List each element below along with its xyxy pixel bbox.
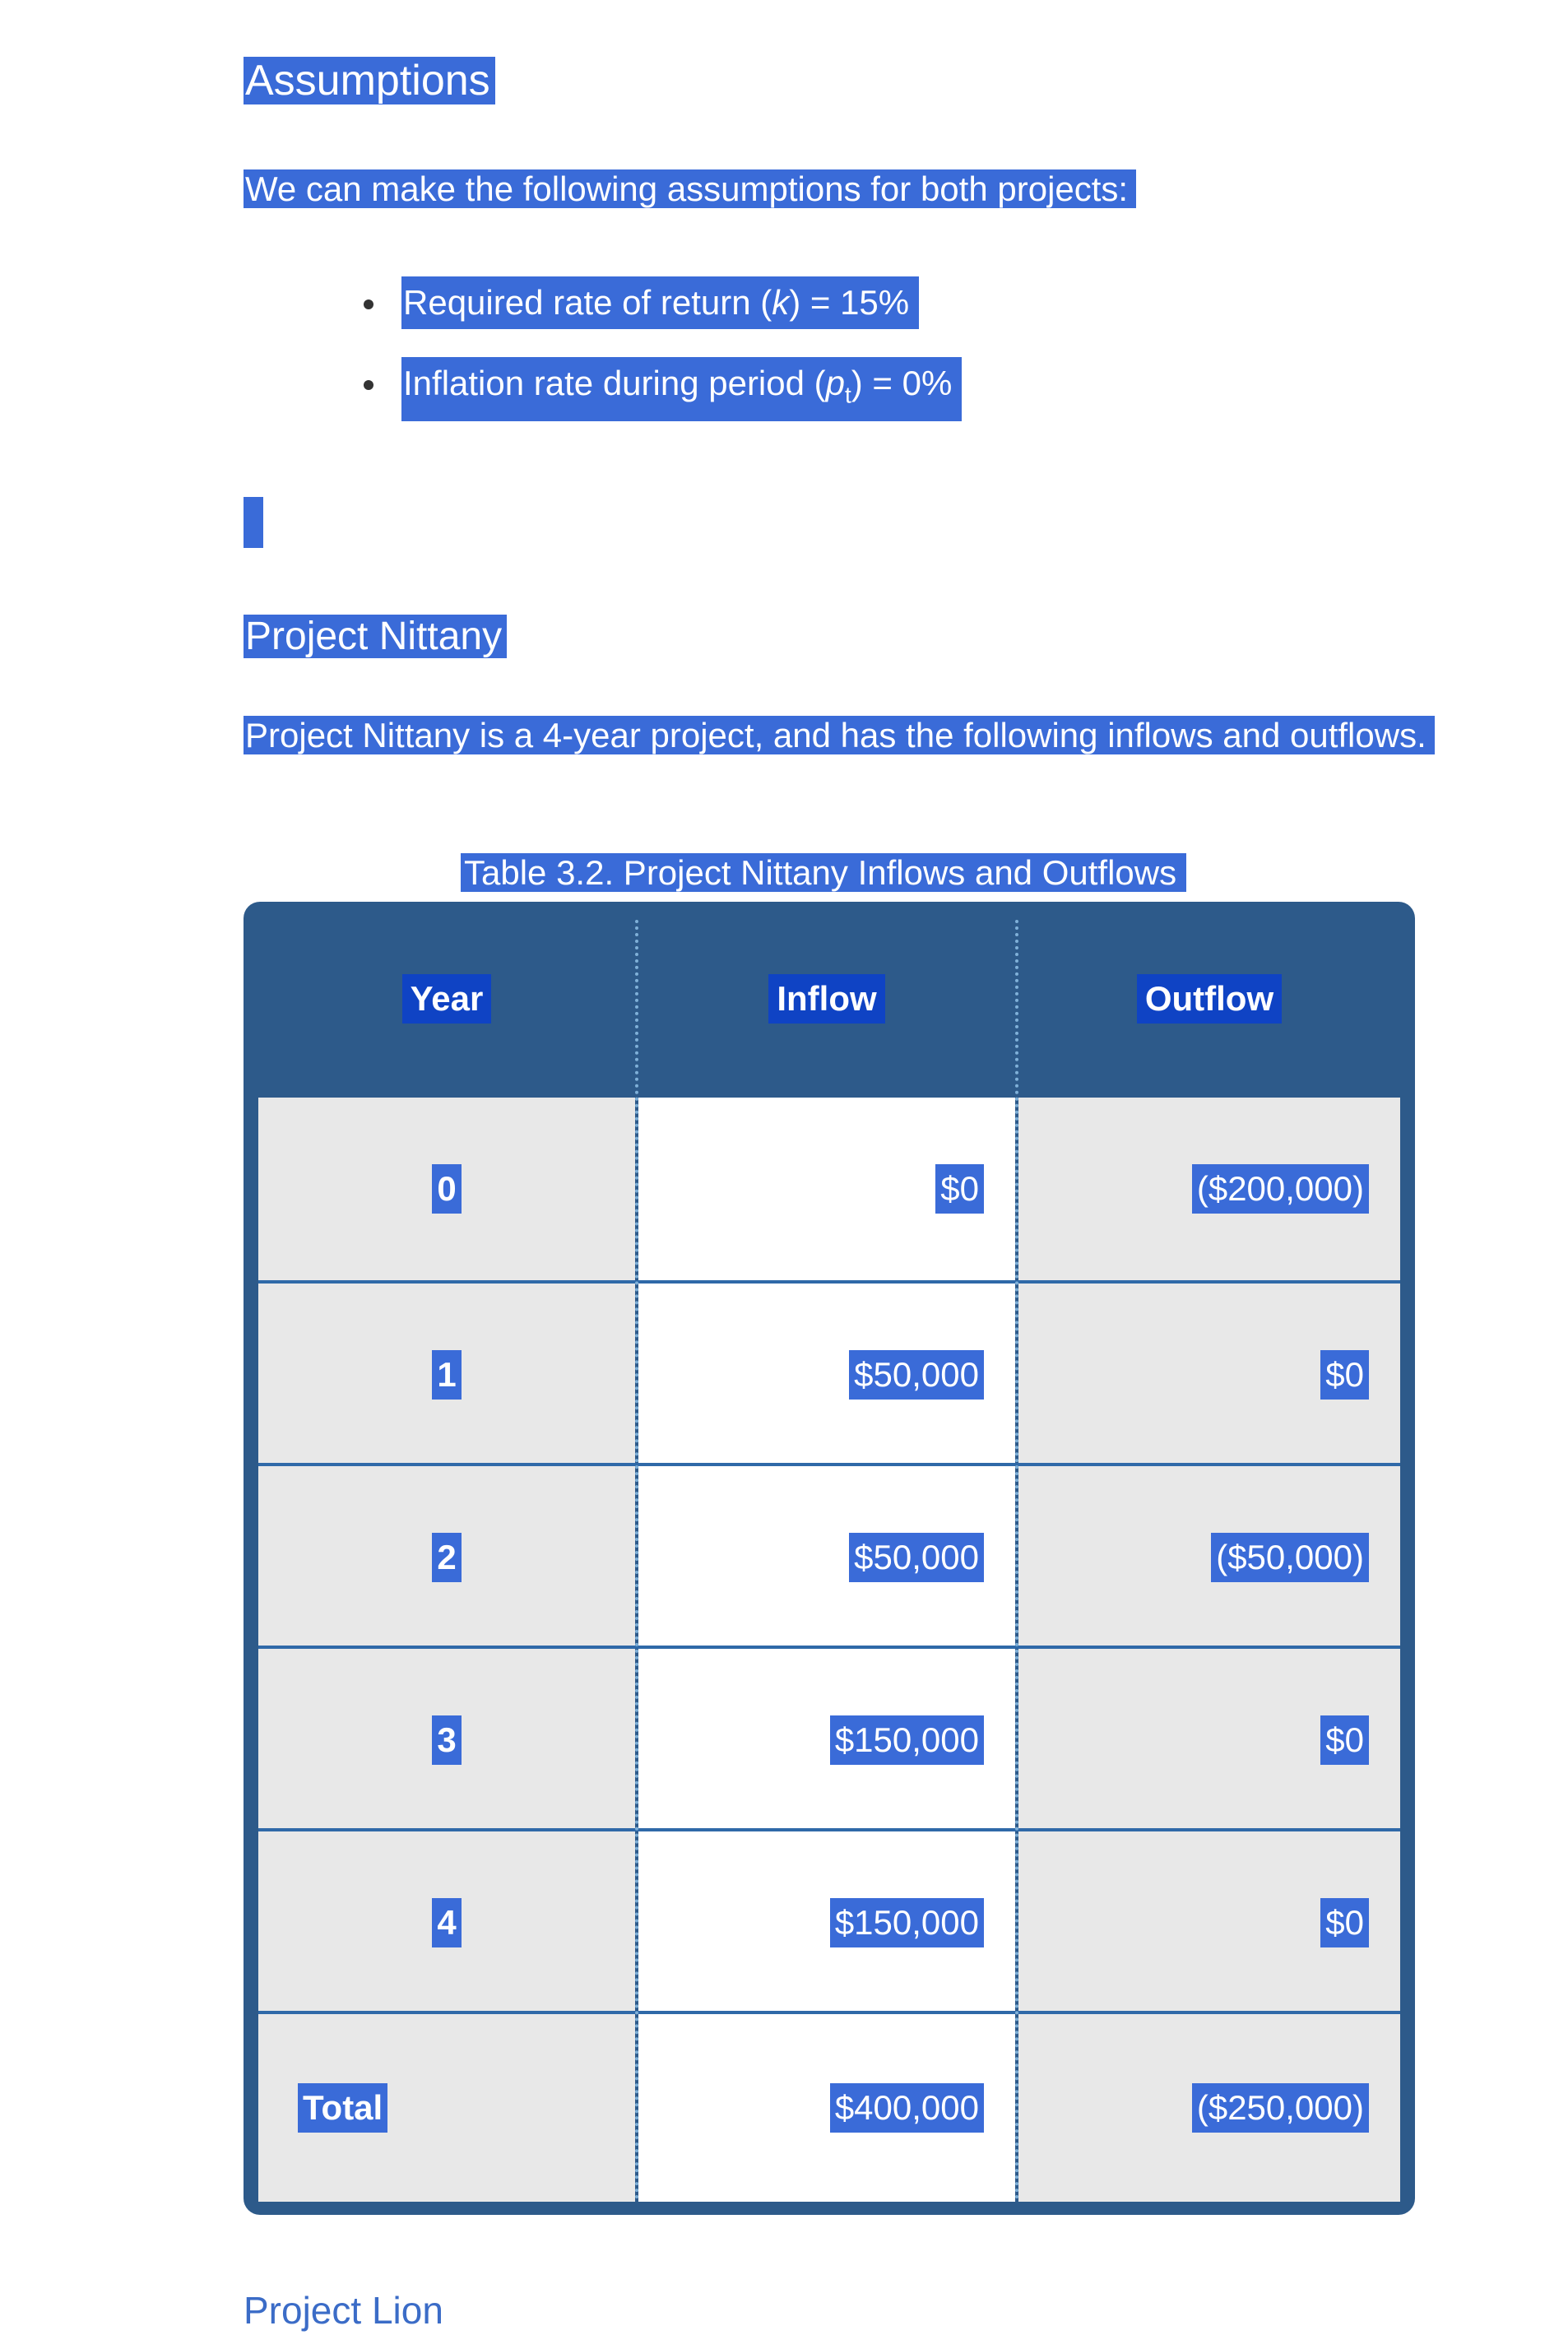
table-row-total <box>258 2011 1400 2202</box>
cell-year-text: 3 <box>432 1715 461 1765</box>
cell-total-label <box>258 2014 635 2202</box>
cell-outflow-text: $0 <box>1320 1898 1369 1947</box>
cell-inflow-text: $150,000 <box>830 1898 984 1947</box>
cell-year <box>258 1831 635 2014</box>
bullet-icon <box>364 380 373 390</box>
column-header-year <box>258 917 635 1081</box>
cell-inflow-text: $50,000 <box>849 1350 984 1400</box>
cell-inflow-text: $150,000 <box>830 1715 984 1765</box>
cell-total-inflow-text: $400,000 <box>830 2083 984 2133</box>
cell-year <box>258 1284 635 1466</box>
column-header-outflow <box>1018 917 1400 1081</box>
nittany-heading <box>244 612 507 662</box>
cell-outflow-text: $0 <box>1320 1350 1369 1400</box>
text-cursor <box>244 497 263 548</box>
cell-inflow <box>638 1284 1015 1466</box>
cell-inflow <box>638 1466 1015 1649</box>
nittany-intro-text: Project Nittany is a 4-year project, and has the following inflows and outflows. <box>244 716 1435 754</box>
nittany-heading-text: Project Nittany <box>244 615 507 658</box>
cell-outflow-text: $0 <box>1320 1715 1369 1765</box>
table-row <box>258 1098 1400 1280</box>
assumptions-list <box>364 276 962 449</box>
cell-outflow <box>1018 1649 1400 1831</box>
cell-inflow <box>638 1098 1015 1280</box>
cell-year <box>258 1466 635 1649</box>
bullet-text-inflation-rate: Inflation rate during period $(p_t) = 0\%$ <box>401 357 962 421</box>
table-caption <box>461 847 1186 898</box>
table-caption-text: Table 3.2. Project Nittany Inflows and Outflows <box>461 853 1186 892</box>
cell-year <box>258 1098 635 1280</box>
column-header-inflow-text: Inflow <box>768 974 884 1024</box>
assumptions-heading-text: Assumptions <box>244 57 495 104</box>
table-row <box>258 1463 1400 1649</box>
cell-inflow-text: $50,000 <box>849 1533 984 1582</box>
cell-inflow <box>638 1831 1015 2014</box>
cell-total-outflow <box>1018 2014 1400 2202</box>
assumptions-intro-text: We can make the following assumptions for both projects: <box>244 169 1136 208</box>
cell-outflow <box>1018 1466 1400 1649</box>
nittany-intro <box>244 709 1435 762</box>
cell-outflow-text: ($50,000) <box>1211 1533 1369 1582</box>
bullet-text-required-rate: Required rate of return (k) = 15% <box>401 276 919 329</box>
bullet-icon <box>364 299 373 309</box>
cell-year-text: 0 <box>432 1164 461 1214</box>
cell-year-text: 2 <box>432 1533 461 1582</box>
cell-total-outflow-text: ($250,000) <box>1192 2083 1369 2133</box>
table-row <box>258 1828 1400 2014</box>
cell-outflow <box>1018 1284 1400 1466</box>
cell-outflow-text: ($200,000) <box>1192 1164 1369 1214</box>
column-header-inflow <box>638 917 1015 1081</box>
cell-year-text: 4 <box>432 1898 461 1947</box>
table-row <box>258 1646 1400 1831</box>
cell-total-inflow <box>638 2014 1015 2202</box>
cell-inflow <box>638 1649 1015 1831</box>
project-lion-heading: Project Lion <box>244 2289 443 2332</box>
assumptions-heading <box>244 56 495 105</box>
cell-outflow <box>1018 1098 1400 1280</box>
cell-total-label-text: Total <box>298 2083 387 2133</box>
cell-outflow <box>1018 1831 1400 2014</box>
cell-year-text: 1 <box>432 1350 461 1400</box>
list-item <box>364 357 962 421</box>
column-divider <box>1015 920 1018 2200</box>
table-row <box>258 1280 1400 1466</box>
cell-inflow-text: $0 <box>935 1164 984 1214</box>
cell-year <box>258 1649 635 1831</box>
cashflow-table <box>244 902 1415 2215</box>
column-divider <box>635 920 638 2200</box>
column-header-year-text: Year <box>402 974 492 1024</box>
assumptions-intro <box>244 163 1136 216</box>
table-body <box>258 1098 1400 2198</box>
list-item <box>364 276 962 329</box>
table-header <box>258 917 1400 1081</box>
column-header-outflow-text: Outflow <box>1137 974 1282 1024</box>
